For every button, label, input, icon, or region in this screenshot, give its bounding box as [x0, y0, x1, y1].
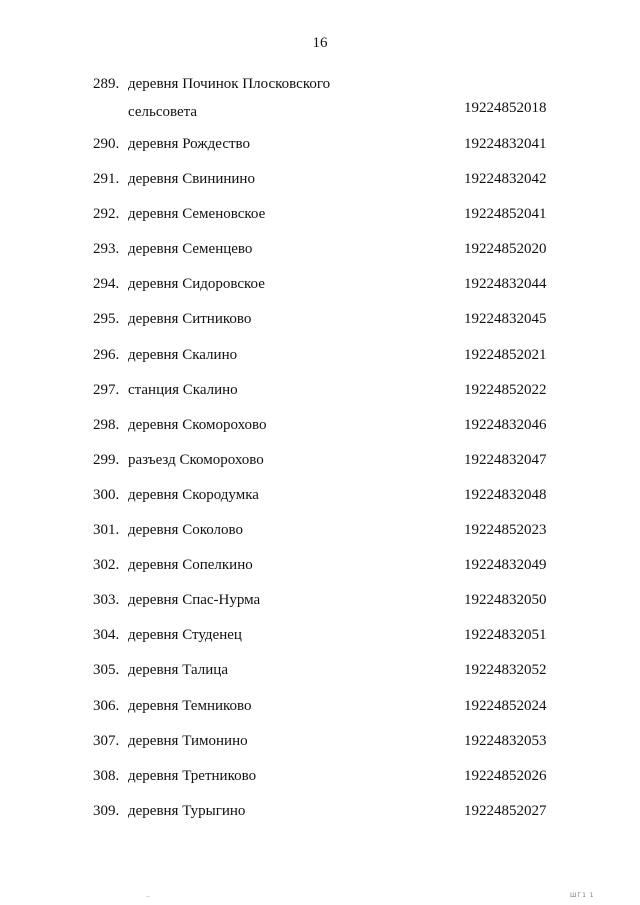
entry-number: 309.: [93, 802, 120, 819]
list-item: [0, 619, 640, 654]
entry-name: деревня Тимонино: [128, 732, 248, 749]
entry-code: 19224832051: [464, 627, 547, 644]
entry-code: 19224832053: [464, 732, 547, 749]
entry-name: деревня Талица: [128, 662, 228, 679]
entry-number: 305.: [93, 662, 120, 679]
entry-number: 299.: [93, 451, 120, 468]
list-item: [0, 514, 640, 549]
footer-scan-mark-left: ..: [146, 892, 150, 899]
list-item: [0, 198, 640, 233]
entry-number: 293.: [93, 241, 120, 258]
entry-number: 302.: [93, 557, 120, 574]
entry-number: 303.: [93, 592, 120, 609]
list-item: [0, 795, 640, 830]
entry-name: деревня Скородумка: [128, 486, 259, 503]
list-item: [0, 409, 640, 444]
entry-name: деревня Турыгино: [128, 802, 246, 819]
entry-code: 19224852023: [464, 522, 547, 539]
entry-code: 19224852024: [464, 697, 547, 714]
entry-name: [128, 70, 368, 126]
entry-name: деревня Студенец: [128, 627, 242, 644]
entry-name: деревня Рождество: [128, 136, 251, 152]
entry-code: 19224852020: [464, 241, 547, 258]
list-item: [0, 339, 640, 374]
settlement-list: [0, 68, 640, 830]
footer-scan-mark-right: ШГ1 1: [570, 892, 595, 899]
list-item: [0, 374, 640, 409]
entry-number: 308.: [93, 767, 120, 784]
entry-name-line1: деревня Починок Плосковского: [128, 76, 331, 92]
entry-name: деревня Третниково: [128, 767, 257, 784]
entry-name: деревня Сопелкино: [128, 557, 253, 574]
entry-number: 292.: [93, 206, 120, 223]
entry-code: 19224832052: [464, 662, 547, 679]
list-item: [0, 584, 640, 619]
page-number: 16: [312, 35, 328, 51]
list-item: [0, 654, 640, 689]
entry-code: 19224852018: [464, 100, 547, 116]
entry-code: 19224832041: [464, 136, 547, 152]
entry-name: деревня Семеновское: [128, 206, 266, 223]
entry-code: 19224832046: [464, 416, 547, 433]
entry-code: 19224852027: [464, 802, 547, 819]
entry-code: 19224832048: [464, 486, 547, 503]
entry-code: 19224852026: [464, 767, 547, 784]
entry-code: 19224832042: [464, 171, 547, 188]
list-item: [0, 760, 640, 795]
entry-code: 19224832049: [464, 557, 547, 574]
entry-code: 19224852022: [464, 381, 547, 398]
entry-code: 19224852021: [464, 346, 547, 363]
entry-number: 300.: [93, 486, 120, 503]
list-item: [0, 233, 640, 268]
list-item: [0, 268, 640, 303]
entry-number: 295.: [93, 311, 120, 328]
list-item: [0, 128, 640, 163]
entry-name: разъезд Скоморохово: [128, 451, 264, 468]
entry-number: 290.: [93, 136, 120, 152]
entry-number: 297.: [93, 381, 120, 398]
entry-number: 307.: [93, 732, 120, 749]
entry-name: деревня Спас-Нурма: [128, 592, 261, 609]
entry-number: 291.: [93, 171, 120, 188]
entry-number: 298.: [93, 416, 120, 433]
list-item: [0, 725, 640, 760]
entry-name: деревня Соколово: [128, 522, 244, 539]
entry-number: 301.: [93, 522, 120, 539]
entry-code: 19224852041: [464, 206, 547, 223]
entry-number: 304.: [93, 627, 120, 644]
list-item: [0, 479, 640, 514]
list-item: [0, 549, 640, 584]
entry-name: деревня Свининино: [128, 171, 255, 188]
list-item: [0, 444, 640, 479]
entry-number: 294.: [93, 276, 120, 293]
entry-code: 19224832047: [464, 451, 547, 468]
entry-name: деревня Ситниково: [128, 311, 252, 328]
entry-name: деревня Темниково: [128, 697, 252, 714]
entry-number: 306.: [93, 697, 120, 714]
entry-number: 289.: [93, 76, 120, 92]
list-item: [0, 68, 640, 128]
entry-name: деревня Скалино: [128, 346, 238, 363]
list-item: [0, 303, 640, 338]
list-item: [0, 690, 640, 725]
entry-code: 19224832044: [464, 276, 547, 293]
entry-code: 19224832045: [464, 311, 547, 328]
entry-name-line2: сельсовета: [128, 104, 198, 120]
entry-code: 19224832050: [464, 592, 547, 609]
list-item: [0, 163, 640, 198]
entry-name: деревня Семенцево: [128, 241, 253, 258]
entry-name: станция Скалино: [128, 381, 238, 398]
entry-number: 296.: [93, 346, 120, 363]
entry-name: деревня Сидоровское: [128, 276, 265, 293]
entry-name: деревня Скоморохово: [128, 416, 267, 433]
